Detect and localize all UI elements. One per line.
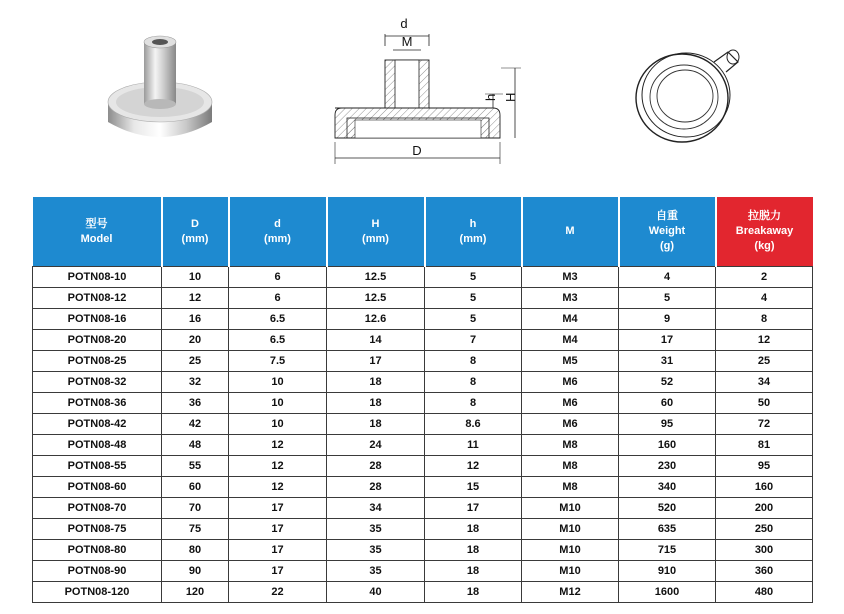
value-cell: 5 [619,288,716,309]
table-row [33,456,813,477]
value-cell: 6.5 [229,330,327,351]
value-cell: 10 [229,393,327,414]
value-cell: 17 [229,498,327,519]
value-cell: 17 [327,351,425,372]
value-cell: 11 [425,435,522,456]
value-cell: 18 [425,582,522,603]
value-cell: 18 [425,561,522,582]
value-cell: 160 [716,477,813,498]
value-cell: 34 [716,372,813,393]
value-cell: 24 [327,435,425,456]
value-cell: 80 [162,540,229,561]
column-header-line: H [371,217,380,230]
value-cell: 95 [619,414,716,435]
value-cell: M4 [522,309,619,330]
model-cell: POTN08-10 [33,267,162,288]
model-cell: POTN08-16 [33,309,162,330]
value-cell: 28 [327,456,425,477]
table-row [33,519,813,540]
value-cell: 6.5 [229,309,327,330]
column-header-line: (mm) [264,232,291,245]
column-header-line: (mm) [362,232,389,245]
table-row [33,477,813,498]
dimension-drawing [325,8,525,173]
value-cell: 17 [229,540,327,561]
value-cell: 5 [425,309,522,330]
value-cell: 480 [716,582,813,603]
model-cell: POTN08-80 [33,540,162,561]
model-cell: POTN08-55 [33,456,162,477]
value-cell: 35 [327,540,425,561]
value-cell: 17 [229,561,327,582]
value-cell: 12 [229,456,327,477]
value-cell: 90 [162,561,229,582]
value-cell: 12 [162,288,229,309]
value-cell: 60 [619,393,716,414]
value-cell: 14 [327,330,425,351]
column-header [327,197,425,267]
column-header [229,197,327,267]
column-header-line: 拉脱力 [748,210,781,222]
value-cell: 81 [716,435,813,456]
product-photo [100,30,220,155]
value-cell: 18 [327,414,425,435]
value-cell: 8 [425,372,522,393]
column-header-line: h [469,217,477,230]
label-h-total: H [503,92,518,102]
value-cell: M8 [522,456,619,477]
specification-table [32,197,813,603]
table-row [33,372,813,393]
model-cell: POTN08-20 [33,330,162,351]
value-cell: 25 [162,351,229,372]
value-cell: 2 [716,267,813,288]
value-cell: M10 [522,498,619,519]
model-cell: POTN08-12 [33,288,162,309]
value-cell: 12 [425,456,522,477]
value-cell: 16 [162,309,229,330]
column-header-line: (mm) [181,232,209,245]
column-header-line: d [274,217,281,230]
table-row [33,267,813,288]
cross-section-diagram [325,8,525,173]
label-h: h [483,93,498,101]
value-cell: 250 [716,519,813,540]
model-cell: POTN08-75 [33,519,162,540]
value-cell: 17 [619,330,716,351]
column-header-line: 自重 [656,210,678,222]
value-cell: 6 [229,267,327,288]
value-cell: M5 [522,351,619,372]
column-header-line: M [565,225,575,237]
model-cell: POTN08-42 [33,414,162,435]
column-header [33,197,162,267]
column-header [716,197,813,267]
value-cell: 1600 [619,582,716,603]
table-row [33,540,813,561]
model-cell: POTN08-70 [33,498,162,519]
column-header [619,197,716,267]
value-cell: M6 [522,414,619,435]
value-cell: 7.5 [229,351,327,372]
model-cell: POTN08-120 [33,582,162,603]
value-cell: M10 [522,540,619,561]
value-cell: 22 [229,582,327,603]
model-cell: POTN08-36 [33,393,162,414]
column-header-line: 型号 [85,217,108,230]
value-cell: 9 [619,309,716,330]
value-cell: 34 [327,498,425,519]
value-cell: M3 [522,267,619,288]
label-d-outer: D [412,143,422,158]
model-cell: POTN08-60 [33,477,162,498]
value-cell: 28 [327,477,425,498]
value-cell: 230 [619,456,716,477]
value-cell: 25 [716,351,813,372]
value-cell: 20 [162,330,229,351]
value-cell: 635 [619,519,716,540]
value-cell: 15 [425,477,522,498]
value-cell: 50 [716,393,813,414]
value-cell: 32 [162,372,229,393]
value-cell: 42 [162,414,229,435]
value-cell: 5 [425,288,522,309]
value-cell: 8.6 [425,414,522,435]
value-cell: M8 [522,477,619,498]
value-cell: 8 [425,351,522,372]
value-cell: 70 [162,498,229,519]
column-header-line: (g) [659,240,675,252]
label-d: d [400,16,408,31]
value-cell: 715 [619,540,716,561]
value-cell: M10 [522,519,619,540]
table-row [33,288,813,309]
value-cell: M4 [522,330,619,351]
value-cell: 910 [619,561,716,582]
value-cell: 12 [229,477,327,498]
value-cell: 10 [229,414,327,435]
table-row [33,498,813,519]
column-header-line: (kg) [754,240,775,252]
column-header-line: (mm) [459,232,487,245]
value-cell: M3 [522,288,619,309]
value-cell: M10 [522,561,619,582]
value-cell: 35 [327,561,425,582]
column-header [162,197,229,267]
column-header-line: Breakaway [735,225,794,237]
table-row [33,561,813,582]
value-cell: 120 [162,582,229,603]
model-cell: POTN08-90 [33,561,162,582]
model-cell: POTN08-48 [33,435,162,456]
value-cell: 4 [716,288,813,309]
value-cell: 10 [162,267,229,288]
value-cell: 8 [716,309,813,330]
value-cell: 52 [619,372,716,393]
value-cell: 6 [229,288,327,309]
value-cell: 340 [619,477,716,498]
value-cell: 12.5 [327,267,425,288]
value-cell: 31 [619,351,716,372]
value-cell: 360 [716,561,813,582]
value-cell: 17 [229,519,327,540]
value-cell: 36 [162,393,229,414]
outline-drawing [630,40,750,150]
value-cell: 17 [425,498,522,519]
value-cell: M8 [522,435,619,456]
value-cell: 95 [716,456,813,477]
value-cell: 18 [327,372,425,393]
value-cell: 300 [716,540,813,561]
table-row [33,435,813,456]
value-cell: 160 [619,435,716,456]
value-cell: 4 [619,267,716,288]
table-row [33,309,813,330]
value-cell: 60 [162,477,229,498]
value-cell: 72 [716,414,813,435]
value-cell: 40 [327,582,425,603]
value-cell: 8 [425,393,522,414]
table-row [33,351,813,372]
model-cell: POTN08-32 [33,372,162,393]
table-header-row [33,197,813,267]
table-row [33,414,813,435]
pot-magnet-image [100,30,220,155]
label-m: M [401,34,413,49]
value-cell: M6 [522,372,619,393]
value-cell: 55 [162,456,229,477]
column-header-line: Weight [648,225,686,237]
column-header [425,197,522,267]
value-cell: 18 [425,519,522,540]
value-cell: M6 [522,393,619,414]
value-cell: 12 [229,435,327,456]
value-cell: 5 [425,267,522,288]
value-cell: 48 [162,435,229,456]
column-header-line: Model [80,232,113,245]
value-cell: 12.6 [327,309,425,330]
value-cell: 12.5 [327,288,425,309]
value-cell: 200 [716,498,813,519]
value-cell: 18 [327,393,425,414]
value-cell: 520 [619,498,716,519]
value-cell: 35 [327,519,425,540]
column-header [522,197,619,267]
table-row [33,393,813,414]
value-cell: 7 [425,330,522,351]
table-row [33,330,813,351]
value-cell: M12 [522,582,619,603]
value-cell: 18 [425,540,522,561]
value-cell: 12 [716,330,813,351]
value-cell: 10 [229,372,327,393]
model-cell: POTN08-25 [33,351,162,372]
table-row [33,582,813,603]
value-cell: 75 [162,519,229,540]
column-header-line: D [191,217,199,230]
magnet-outline-image [630,40,750,150]
